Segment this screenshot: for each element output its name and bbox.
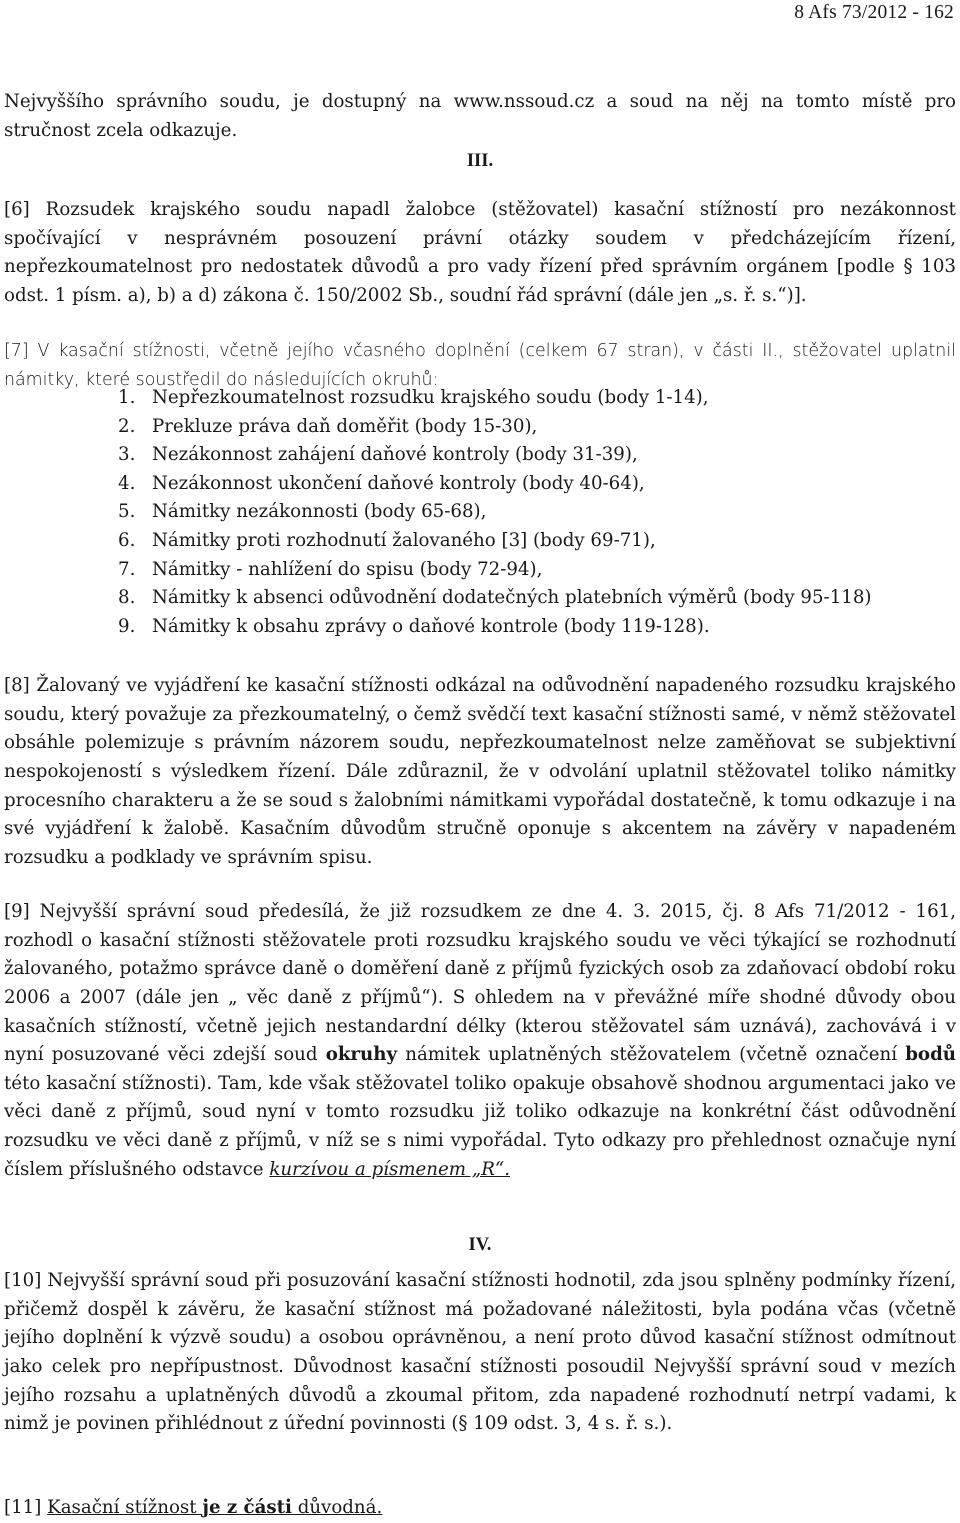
text-run-1: okruhy xyxy=(325,1044,398,1066)
case-reference: 8 Afs 73/2012 - 162 xyxy=(794,2,954,23)
list-item xyxy=(118,556,872,585)
list-item-label: Prekluze práva daň doměřit (body 15-30), xyxy=(152,415,538,437)
list-item-number: 8. xyxy=(118,587,136,609)
section-heading-iv: IV. xyxy=(468,1234,492,1255)
paragraph-7: [7] V kasační stížnosti, včetně jejího včasného doplnění (celkem 67 stran), v části II., stěžovatel uplatnil námitky, které soustředil do následujících okruhů: xyxy=(4,341,956,390)
intro-paragraph: Nejvyššího správního soudu, je dostupný na www.nssoud.cz a soud na něj na tomto místě pro stručnost zcela odkazuje. xyxy=(4,91,956,141)
paragraph-9: [9] Nejvyšší správní soud předesílá, že již rozsudkem ze dne 4. 3. 2015, čj. 8 Afs 71/2012 - 161, rozhodl o kasační stížnosti stěžovatele proti rozsudku krajského soudu ve věci týkající se rozhodnutí žalovaného, potažmo správce daně o doměření daně z příjmů fyzických osob za zdaňovací období roku 2006 a 2007 (dále jen „ věc daně z příjmů“). S ohledem na v převážné míře shodné důvody obou kasačních stížností, včetně jejich nestandardní délky (kterou stěžovatel sám uznává), zachovává i v nyní posuzované věci zdejší soud okruhy námitek uplatněných stěžovatelem (včetně označení bodů této kasační stížnosti). Tam, kde však stěžovatel toliko opakuje obsahově shodnou argumentaci jako ve věci daně z příjmů, soud nyní v tomto rozsudku již toliko odkazuje na konkrétní část odůvodnění rozsudku ve věci daně z příjmů, v níž se s nimi vypořádal. Tyto odkazy pro přehlednost označuje nyní číslem příslušného odstavce kurzívou a písmenem „R“. xyxy=(4,901,957,1180)
list-item-label: Nepřezkoumatelnost rozsudku krajského soudu (body 1-14), xyxy=(152,387,709,408)
text-run-3: důvodná. xyxy=(291,1497,383,1519)
list-item xyxy=(118,527,872,556)
paragraph-11: [11] Kasační stížnost je z části důvodná. xyxy=(4,1497,383,1519)
list-item-label: Námitky k obsahu zprávy o daňové kontrole (body 119-128). xyxy=(152,615,710,637)
list-item-number: 1. xyxy=(118,387,136,408)
list-item-label: Námitky nezákonnosti (body 65-68), xyxy=(152,501,487,523)
text-run-2: je z části xyxy=(202,1497,292,1519)
objections-list xyxy=(118,384,872,641)
list-item-number: 5. xyxy=(118,501,136,523)
list-item-number: 9. xyxy=(118,615,136,637)
list-item xyxy=(118,584,872,613)
list-item xyxy=(118,384,872,413)
list-item-label: Námitky proti rozhodnutí žalovaného [3] (body 69-71), xyxy=(152,529,656,551)
paragraph-10: [10] Nejvyšší správní soud při posuzování kasační stížnosti hodnotil, zda jsou splněny podmínky řízení, přičemž dospěl k závěru, že kasační stížnost má požadované náležitosti, byla podána včas (včetně jejího doplnění k výzvě soudu) a osobou oprávněnou, a není proto důvod kasační stížnost odmítnout jako celek pro nepřípustnost. Důvodnost kasační stížnosti posoudil Nejvyšší správní soud v mezích jejího rozsahu a uplatněných důvodů a zkoumal přitom, zda napadené rozhodnutí netrpí vadami, k nimž je povinen přihlédnout z úřední povinnosti (§ 109 odst. 3, 4 s. ř. s.). xyxy=(4,1270,956,1435)
text-run-3: bodů xyxy=(905,1044,957,1066)
list-item xyxy=(118,413,872,442)
list-item-number: 6. xyxy=(118,529,136,551)
text-run-5: kurzívou a písmenem „R“. xyxy=(269,1158,510,1180)
list-item xyxy=(118,498,872,527)
list-item-label: Nezákonnost ukončení daňové kontroly (body 40-64), xyxy=(152,472,645,494)
list-item-number: 3. xyxy=(118,444,136,466)
list-item-number: 2. xyxy=(118,415,136,437)
list-item-label: Námitky - nahlížení do spisu (body 72-94), xyxy=(152,558,543,580)
list-item-label: Nezákonnost zahájení daňové kontroly (body 31-39), xyxy=(152,444,638,466)
list-item xyxy=(118,613,872,642)
text-run-1: Kasační stížnost xyxy=(47,1497,203,1519)
paragraph-6: [6] Rozsudek krajského soudu napadl žalobce (stěžovatel) kasační stížností pro nezákonnost spočívající v nesprávném posouzení právní otázky soudem v předcházejícím řízení, nepřezkoumatelnost pro nedostatek důvodů a pro vady řízení před správním orgánem [podle § 103 odst. 1 písm. a), b) a d) zákona č. 150/2002 Sb., soudní řád správní (dále jen „s. ř. s.“)]. xyxy=(4,199,956,306)
list-item-number: 7. xyxy=(118,558,136,580)
list-item-label: Námitky k absenci odůvodnění dodatečných platebních výměrů (body 95-118) xyxy=(152,587,872,609)
list-item-number: 4. xyxy=(118,472,136,494)
list-item xyxy=(118,441,872,470)
section-heading-iii: III. xyxy=(466,150,494,171)
list-item xyxy=(118,470,872,499)
paragraph-8: [8] Žalovaný ve vyjádření ke kasační stížnosti odkázal na odůvodnění napadeného rozsudku krajského soudu, který považuje za přezkoumatelný, o čemž svědčí text kasační stížnosti samé, v němž stěžovatel obsáhle polemizuje s právním názorem soudu, nepřezkoumatelnost nelze zaměňovat se subjektivní nespokojeností s výsledkem řízení. Dále zdůraznil, že v odvolání uplatnil stěžovatel toliko námitky procesního charakteru a že se soud s žalobními námitkami vypořádal dostatečně, k tomu odkazuje i na své vyjádření k žalobě. Kasačním důvodům stručně oponuje s akcentem na závěry v napadeném rozsudku a podklady ve správním spisu. xyxy=(4,675,956,868)
